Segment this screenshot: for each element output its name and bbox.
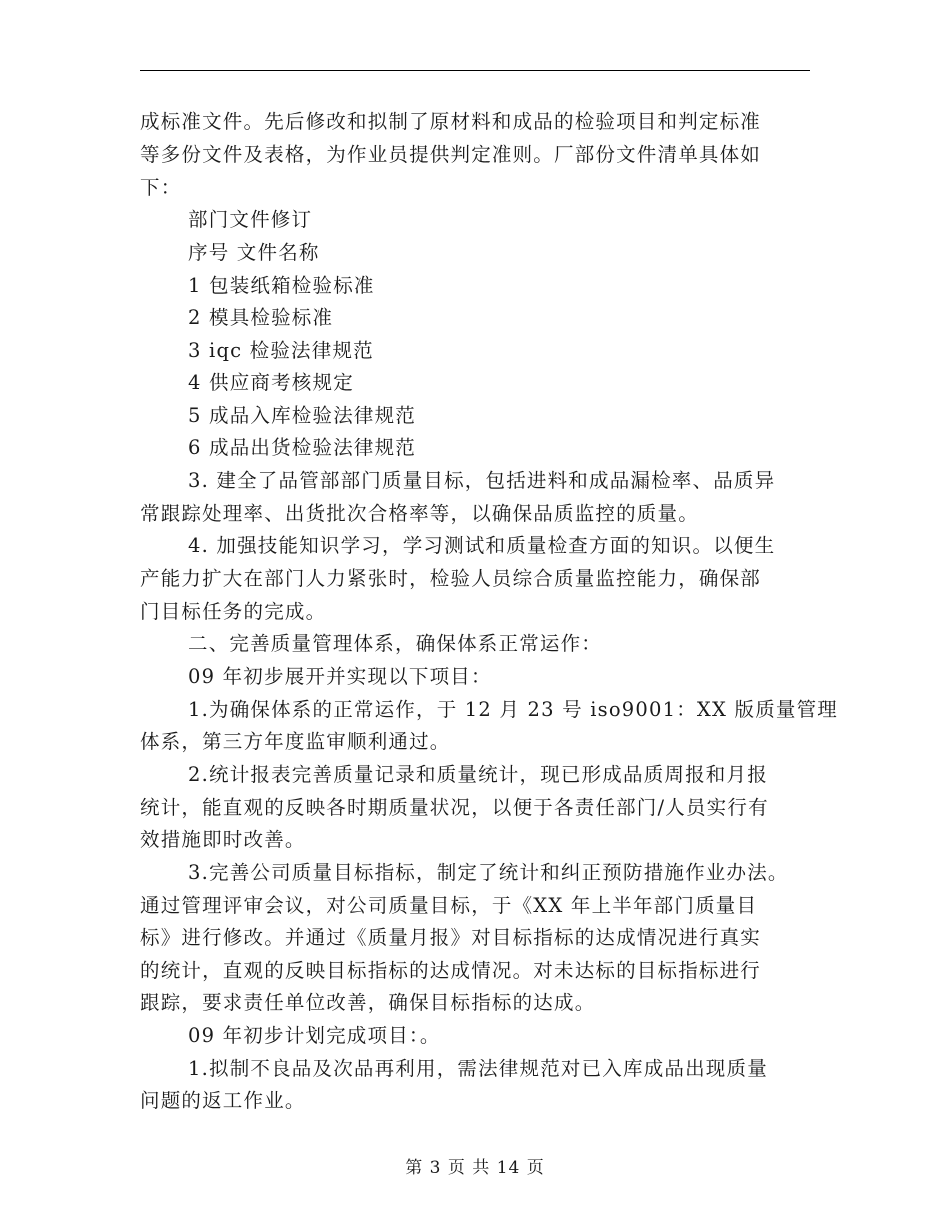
paragraph-line: 统计，能直观的反映各时期质量状况，以便于各责任部门/人员实行有	[140, 796, 769, 819]
paragraph-line: 09 年初步展开并实现以下项目：	[188, 665, 492, 688]
list-header: 序号 文件名称	[188, 241, 320, 264]
paragraph-line: 常跟踪处理率、出货批次合格率等，以确保品质监控的质量。	[140, 502, 699, 525]
paragraph-line: 1.拟制不良品及次品再利用，需法律规范对已入库成品出现质量	[188, 1057, 768, 1080]
paragraph-line: 门目标任务的完成。	[140, 600, 327, 623]
list-item: 6 成品出货检验法律规范	[188, 436, 417, 459]
section-heading: 二、完善质量管理体系，确保体系正常运作：	[188, 632, 603, 655]
list-item: 5 成品入库检验法律规范	[188, 404, 417, 427]
paragraph-line: 通过管理评审会议，对公司质量目标，于《XX 年上半年部门质量目	[140, 894, 758, 917]
paragraph-line: 4. 加强技能知识学习，学习测试和质量检查方面的知识。以便生	[188, 534, 776, 557]
paragraph-line: 等多份文件及表格，为作业员提供判定准则。厂部份文件清单具体如	[140, 143, 762, 166]
paragraph-line: 标》进行修改。并通过《质量月报》对目标指标的达成情况进行真实	[140, 926, 762, 949]
paragraph-line: 09 年初步计划完成项目：。	[188, 1024, 441, 1047]
section-heading: 部门文件修订	[188, 208, 313, 231]
paragraph-line: 下：	[140, 176, 182, 199]
paragraph-line: 1.为确保体系的正常运作，于 12 月 23 号 iso9001：XX 版质量管理	[188, 698, 838, 721]
list-item: 2 模具检验标准	[188, 306, 334, 329]
paragraph-line: 问题的返工作业。	[140, 1089, 306, 1112]
paragraph-line: 2.统计报表完善质量记录和质量统计，现已形成品质周报和月报	[188, 763, 768, 786]
paragraph-line: 体系，第三方年度监审顺利通过。	[140, 730, 451, 753]
paragraph-line: 的统计，直观的反映目标指标的达成情况。对未达标的目标指标进行	[140, 959, 762, 982]
page-number-footer: 第 3 页 共 14 页	[405, 1158, 545, 1178]
paragraph-line: 跟踪，要求责任单位改善，确保目标指标的达成。	[140, 991, 596, 1014]
header-rule	[140, 70, 810, 71]
list-item: 4 供应商考核规定	[188, 371, 354, 394]
paragraph-line: 3. 建全了品管部部门质量目标，包括进料和成品漏检率、品质异	[188, 469, 776, 492]
paragraph-line: 产能力扩大在部门人力紧张时，检验人员综合质量监控能力，确保部	[140, 567, 762, 590]
list-item: 3 iqc 检验法律规范	[188, 339, 374, 362]
list-item: 1 包装纸箱检验标准	[188, 274, 375, 297]
paragraph-line: 成标准文件。先后修改和拟制了原材料和成品的检验项目和判定标准	[140, 110, 762, 133]
paragraph-line: 3.完善公司质量目标指标，制定了统计和纠正预防措施作业办法。	[188, 861, 789, 884]
paragraph-line: 效措施即时改善。	[140, 828, 306, 851]
